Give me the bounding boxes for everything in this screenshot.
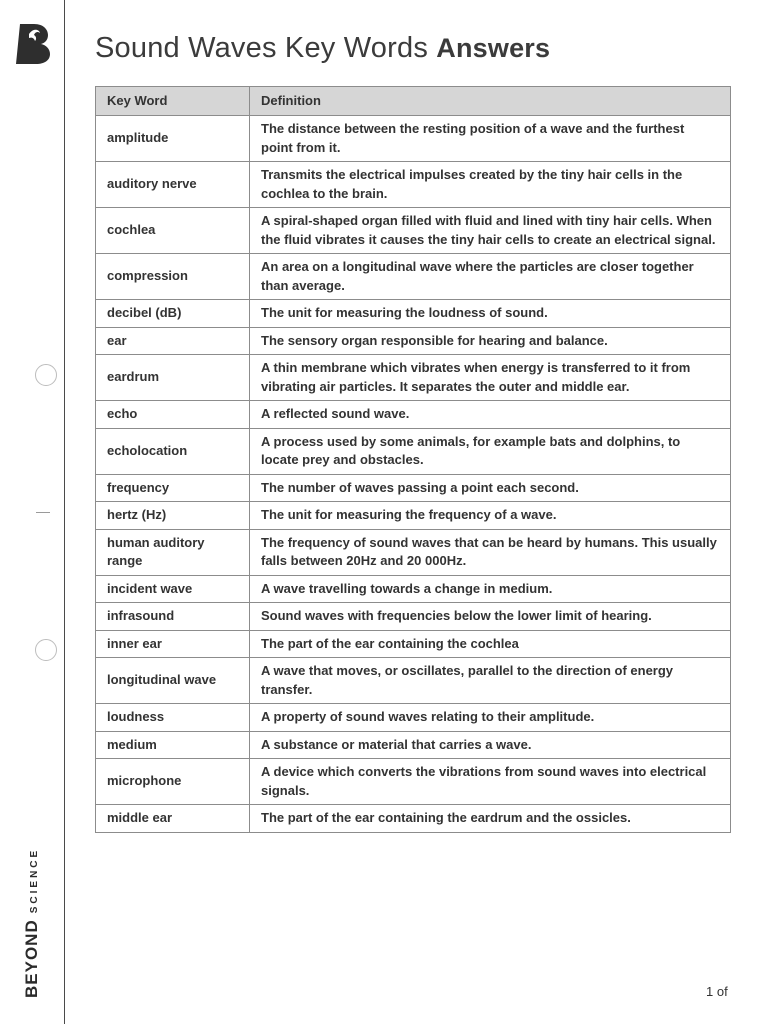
table-row — [96, 401, 731, 429]
table-row — [96, 254, 731, 300]
key-word-cell: eardrum — [96, 355, 250, 401]
page-number: 1 of — [706, 984, 728, 999]
key-word-cell: loudness — [96, 704, 250, 732]
table-row — [96, 474, 731, 502]
table-row — [96, 162, 731, 208]
key-word-cell: amplitude — [96, 116, 250, 162]
table-row — [96, 529, 731, 575]
table-row — [96, 116, 731, 162]
definition-cell: The number of waves passing a point each second. — [250, 474, 731, 502]
definition-cell: The part of the ear containing the eardrum and the ossicles. — [250, 805, 731, 833]
key-word-cell: medium — [96, 731, 250, 759]
brand-vertical-text — [22, 848, 42, 998]
definition-cell: A substance or material that carries a wave. — [250, 731, 731, 759]
punch-hole-bottom — [35, 639, 57, 661]
table-row — [96, 502, 731, 530]
table-row — [96, 658, 731, 704]
key-word-cell: human auditory range — [96, 529, 250, 575]
definition-cell: The distance between the resting position of a wave and the furthest point from it. — [250, 116, 731, 162]
key-word-cell: middle ear — [96, 805, 250, 833]
table-row — [96, 208, 731, 254]
table-row — [96, 759, 731, 805]
key-word-cell: incident wave — [96, 575, 250, 603]
table-row — [96, 731, 731, 759]
table-row — [96, 704, 731, 732]
table-header-row — [96, 87, 731, 116]
definition-cell: The sensory organ responsible for hearing and balance. — [250, 327, 731, 355]
table-row — [96, 805, 731, 833]
definition-cell: A process used by some animals, for example bats and dolphins, to locate prey and obstacles. — [250, 428, 731, 474]
punch-hole-top — [35, 364, 57, 386]
table-row — [96, 630, 731, 658]
table-body — [96, 116, 731, 833]
key-word-cell: echo — [96, 401, 250, 429]
header-key-word: Key Word — [96, 87, 250, 116]
definition-cell: The part of the ear containing the cochlea — [250, 630, 731, 658]
key-word-cell: microphone — [96, 759, 250, 805]
key-word-cell: infrasound — [96, 603, 250, 631]
key-word-cell: hertz (Hz) — [96, 502, 250, 530]
key-words-table — [95, 86, 731, 833]
beyond-b-logo-icon — [14, 22, 52, 66]
page-title-strong: Answers — [436, 33, 551, 63]
brand-sub: SCIENCE — [29, 847, 40, 914]
key-word-cell: decibel (dB) — [96, 300, 250, 328]
definition-cell: A reflected sound wave. — [250, 401, 731, 429]
definition-cell: The frequency of sound waves that can be heard by humans. This usually falls between 20Hz and 20 000Hz. — [250, 529, 731, 575]
key-word-cell: compression — [96, 254, 250, 300]
definition-cell: Sound waves with frequencies below the lower limit of hearing. — [250, 603, 731, 631]
brand-name: BEYOND — [22, 919, 41, 998]
page-title — [95, 32, 550, 65]
header-definition: Definition — [250, 87, 731, 116]
key-word-cell: frequency — [96, 474, 250, 502]
key-word-cell: inner ear — [96, 630, 250, 658]
table-row — [96, 327, 731, 355]
fold-mark — [36, 512, 50, 513]
definition-cell: The unit for measuring the loudness of sound. — [250, 300, 731, 328]
definition-cell: A wave travelling towards a change in medium. — [250, 575, 731, 603]
definition-cell: A thin membrane which vibrates when energy is transferred to it from vibrating air particles. It separates the outer and middle ear. — [250, 355, 731, 401]
key-word-cell: cochlea — [96, 208, 250, 254]
key-word-cell: longitudinal wave — [96, 658, 250, 704]
definition-cell: A device which converts the vibrations from sound waves into electrical signals. — [250, 759, 731, 805]
table-row — [96, 300, 731, 328]
definition-cell: A spiral-shaped organ filled with fluid and lined with tiny hair cells. When the fluid vibrates it causes the tiny hair cells to create an electrical signal. — [250, 208, 731, 254]
definition-cell: An area on a longitudinal wave where the particles are closer together than average. — [250, 254, 731, 300]
table-row — [96, 575, 731, 603]
table-row — [96, 428, 731, 474]
table-row — [96, 603, 731, 631]
key-word-cell: auditory nerve — [96, 162, 250, 208]
page-title-main: Sound Waves Key Words — [95, 32, 437, 64]
margin-rule — [64, 0, 65, 1024]
definition-cell: A wave that moves, or oscillates, parallel to the direction of energy transfer. — [250, 658, 731, 704]
key-word-cell: ear — [96, 327, 250, 355]
definition-cell: The unit for measuring the frequency of a wave. — [250, 502, 731, 530]
definition-cell: A property of sound waves relating to their amplitude. — [250, 704, 731, 732]
key-word-cell: echolocation — [96, 428, 250, 474]
definition-cell: Transmits the electrical impulses created by the tiny hair cells in the cochlea to the brain. — [250, 162, 731, 208]
table-row — [96, 355, 731, 401]
